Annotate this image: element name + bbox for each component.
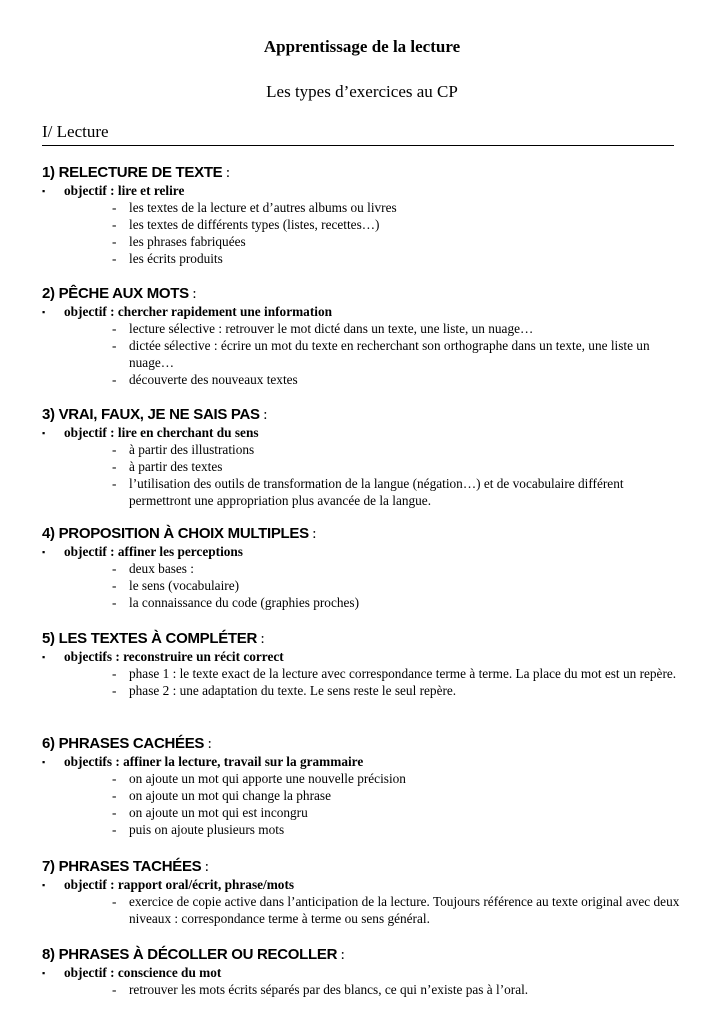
list-item <box>112 475 682 509</box>
list-item-text: à partir des illustrations <box>129 442 255 457</box>
objective-line <box>42 425 682 441</box>
list-item-text: découverte des nouveaux textes <box>129 372 298 387</box>
list-item-text: phase 2 : une adaptation du texte. Le sens reste le seul repère. <box>129 683 457 698</box>
dash-icon: - <box>112 894 117 909</box>
section-heading <box>42 163 682 183</box>
list-item <box>112 250 682 267</box>
list-item-text: dictée sélective : écrire un mot du texte en recherchant son orthographe dans un texte, une liste un nuage… <box>129 338 650 370</box>
section-heading-text: 1) RELECTURE DE TEXTE <box>42 164 223 181</box>
list-item <box>112 594 682 611</box>
section-heading-text: 8) PHRASES À DÉCOLLER OU RECOLLER <box>42 946 338 963</box>
square-bullet-icon: ▪ <box>42 652 46 662</box>
square-bullet-icon: ▪ <box>42 880 46 890</box>
section-heading <box>42 734 682 754</box>
section-heading <box>42 945 682 965</box>
list-item-text: lecture sélective : retrouver le mot dicté dans un texte, une liste, un nuage… <box>129 321 534 336</box>
section-heading <box>42 284 682 304</box>
square-bullet-icon: ▪ <box>42 307 46 317</box>
list-item-text: on ajoute un mot qui est incongru <box>129 805 308 820</box>
square-bullet-icon: ▪ <box>42 428 46 438</box>
objective-line <box>42 877 682 893</box>
item-list <box>42 770 682 838</box>
dash-icon: - <box>112 372 117 387</box>
objective-text: objectifs : reconstruire un récit correct <box>64 649 284 664</box>
section-heading-text: 3) VRAI, FAUX, JE NE SAIS PAS <box>42 406 260 423</box>
objective-line <box>42 183 682 199</box>
dash-icon: - <box>112 771 117 786</box>
list-item-text: phase 1 : le texte exact de la lecture avec correspondance terme à terme. La place du mot est un repère. <box>129 666 677 681</box>
list-item <box>112 560 682 577</box>
objective-text: objectif : lire en cherchant du sens <box>64 425 259 440</box>
objective-text: objectifs : affiner la lecture, travail sur la grammaire <box>64 754 364 769</box>
dash-icon: - <box>112 321 117 336</box>
section-8 <box>42 945 682 998</box>
dash-icon: - <box>112 683 117 698</box>
list-item-text: on ajoute un mot qui change la phrase <box>129 788 331 803</box>
item-list <box>42 441 682 509</box>
dash-icon: - <box>112 561 117 576</box>
list-item <box>112 337 682 371</box>
objective-line <box>42 754 682 770</box>
section-4 <box>42 524 682 611</box>
list-item <box>112 787 682 804</box>
heading-colon: : <box>188 286 197 302</box>
dash-icon: - <box>112 217 117 232</box>
list-item-text: on ajoute un mot qui apporte une nouvelle précision <box>129 771 406 786</box>
objective-line <box>42 304 682 320</box>
section-1 <box>42 163 682 267</box>
list-item <box>112 682 682 699</box>
list-item-text: la connaissance du code (graphies proches) <box>129 595 360 610</box>
list-item <box>112 441 682 458</box>
square-bullet-icon: ▪ <box>42 968 46 978</box>
square-bullet-icon: ▪ <box>42 547 46 557</box>
list-item <box>112 371 682 388</box>
list-item <box>112 458 682 475</box>
list-item-text: les phrases fabriquées <box>129 234 246 249</box>
document-title: Apprentissage de la lecture <box>263 37 461 56</box>
dash-icon: - <box>112 822 117 837</box>
dash-icon: - <box>112 234 117 249</box>
section-heading <box>42 524 682 544</box>
section-heading-text: 4) PROPOSITION À CHOIX MULTIPLES <box>42 525 309 542</box>
heading-colon: : <box>204 736 212 752</box>
part-heading: I/ Lecture <box>42 122 674 146</box>
item-list <box>42 320 682 388</box>
heading-colon: : <box>308 526 317 542</box>
dash-icon: - <box>112 200 117 215</box>
dash-icon: - <box>112 805 117 820</box>
dash-icon: - <box>112 595 117 610</box>
dash-icon: - <box>112 982 117 997</box>
dash-icon: - <box>112 338 117 353</box>
square-bullet-icon: ▪ <box>42 186 46 196</box>
heading-colon: : <box>259 407 268 423</box>
list-item-text: les écrits produits <box>129 251 223 266</box>
dash-icon: - <box>112 459 117 474</box>
list-item <box>112 821 682 838</box>
objective-text: objectif : conscience du mot <box>64 965 222 980</box>
list-item-text: les textes de la lecture et d’autres albums ou livres <box>129 200 397 215</box>
item-list <box>42 981 682 998</box>
objective-text: objectif : rapport oral/écrit, phrase/mots <box>64 877 295 892</box>
objective-text: objectif : affiner les perceptions <box>64 544 243 559</box>
objective-line <box>42 965 682 981</box>
list-item-text: les textes de différents types (listes, recettes…) <box>129 217 380 232</box>
list-item <box>112 199 682 216</box>
objective-text: objectif : chercher rapidement une information <box>64 304 332 319</box>
dash-icon: - <box>112 788 117 803</box>
dash-icon: - <box>112 666 117 681</box>
dash-icon: - <box>112 251 117 266</box>
section-heading-text: 2) PÊCHE AUX MOTS <box>42 285 189 302</box>
section-heading <box>42 405 682 425</box>
item-list <box>42 199 682 267</box>
list-item <box>112 770 682 787</box>
section-heading-text: 6) PHRASES CACHÉES <box>42 735 205 752</box>
list-item <box>112 665 682 682</box>
heading-colon: : <box>222 165 230 181</box>
section-heading-text: 7) PHRASES TACHÉES <box>42 858 202 875</box>
section-heading-text: 5) LES TEXTES À COMPLÉTER <box>42 630 258 647</box>
list-item <box>112 216 682 233</box>
item-list <box>42 560 682 611</box>
list-item-text: exercice de copie active dans l’anticipation de la lecture. Toujours référence au texte original avec deux niveaux : correspondance terme à terme ou sens général. <box>129 894 680 926</box>
section-7 <box>42 857 682 927</box>
section-6 <box>42 734 682 838</box>
list-item <box>112 577 682 594</box>
list-item-text: puis on ajoute plusieurs mots <box>129 822 285 837</box>
item-list <box>42 665 682 699</box>
section-heading <box>42 857 682 877</box>
heading-colon: : <box>257 631 265 647</box>
list-item <box>112 981 682 998</box>
list-item-text: le sens (vocabulaire) <box>129 578 240 593</box>
item-list <box>42 893 682 927</box>
dash-icon: - <box>112 476 117 491</box>
list-item-text: retrouver les mots écrits séparés par des blancs, ce qui n’existe pas à l’oral. <box>129 982 529 997</box>
square-bullet-icon: ▪ <box>42 757 46 767</box>
list-item <box>112 320 682 337</box>
objective-line <box>42 649 682 665</box>
list-item <box>112 893 682 927</box>
list-item <box>112 233 682 250</box>
section-2 <box>42 284 682 388</box>
section-5 <box>42 629 682 699</box>
document-subtitle: Les types d’exercices au CP <box>266 82 458 101</box>
list-item-text: l’utilisation des outils de transformation de la langue (négation…) et de vocabulaire différent permettront une appropriation plus avancée de la langue. <box>129 476 624 508</box>
list-item-text: à partir des textes <box>129 459 223 474</box>
objective-line <box>42 544 682 560</box>
dash-icon: - <box>112 578 117 593</box>
objective-text: objectif : lire et relire <box>64 183 185 198</box>
section-3 <box>42 405 682 509</box>
list-item-text: deux bases : <box>129 561 194 576</box>
list-item <box>112 804 682 821</box>
heading-colon: : <box>337 947 345 963</box>
dash-icon: - <box>112 442 117 457</box>
section-heading <box>42 629 682 649</box>
heading-colon: : <box>201 859 209 875</box>
